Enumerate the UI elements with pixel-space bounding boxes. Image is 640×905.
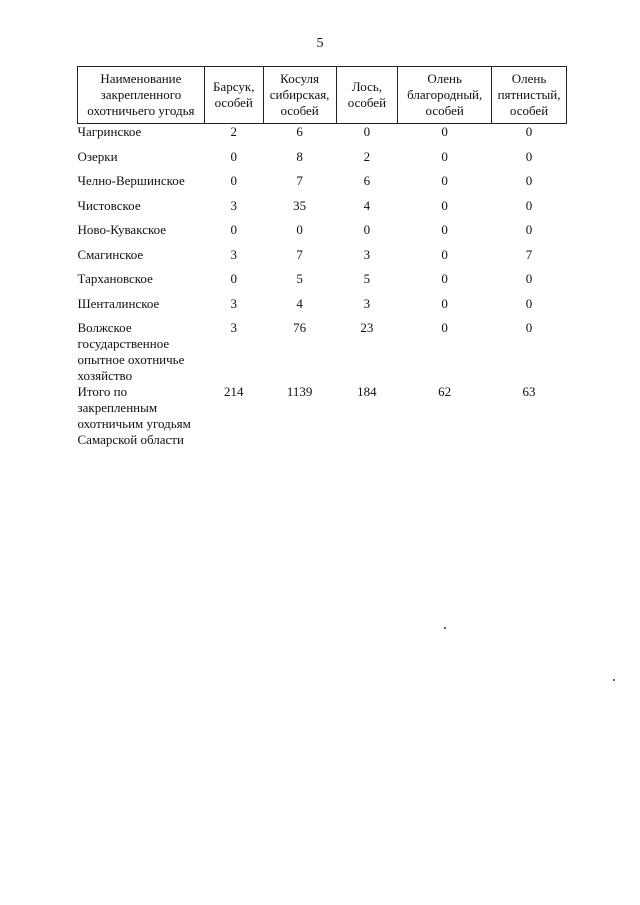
row-name: Тархановское — [77, 271, 153, 286]
roe-deer-value: 0 — [296, 222, 303, 237]
sika-deer-value: 0 — [525, 295, 533, 311]
table-header — [78, 67, 567, 124]
sika-deer-value: 0 — [525, 320, 533, 335]
sika-deer-value: 0 — [525, 197, 533, 213]
table-row — [78, 320, 567, 384]
table-row — [78, 149, 567, 174]
roe-deer-value: 4 — [296, 295, 303, 311]
row-name: Шенталинское — [77, 295, 160, 311]
moose-value: 2 — [363, 148, 371, 164]
red-deer-value: 0 — [441, 148, 448, 164]
red-deer-value: 0 — [441, 197, 448, 213]
header-roe-deer — [263, 67, 336, 124]
header-label: Олень пятнистый, особей — [497, 71, 561, 118]
row-name: Челно-Вершинское — [77, 173, 185, 188]
badger-value: 3 — [230, 246, 237, 262]
badger-value: 3 — [230, 197, 237, 213]
roe-deer-value: 5 — [296, 271, 303, 286]
header-label: Барсук, особей — [213, 79, 255, 110]
moose-value: 5 — [363, 271, 371, 286]
badger-value: 2 — [230, 124, 237, 139]
header-label: Наименование закрепленного охотничьего угодья — [87, 71, 195, 118]
red-deer-value: 0 — [441, 246, 448, 262]
header-moose — [336, 67, 398, 124]
roe-deer-value: 8 — [296, 148, 303, 164]
row-name — [78, 320, 205, 384]
total-badger-value: 214 — [224, 384, 244, 399]
header-sika-deer — [492, 67, 567, 124]
roe-deer-value: 6 — [296, 124, 303, 139]
moose-value: 0 — [363, 222, 371, 237]
sika-deer-value: 0 — [525, 222, 533, 237]
sika-deer-value: 0 — [525, 148, 533, 164]
table-row — [78, 198, 567, 223]
row-name: Ново-Кувакское — [77, 222, 167, 237]
red-deer-value: 0 — [441, 320, 448, 335]
header-label: Лось, особей — [347, 79, 387, 110]
table-row — [78, 271, 567, 296]
header-label: Олень благородный, особей — [407, 71, 483, 118]
total-name — [78, 384, 205, 454]
badger-value: 3 — [230, 320, 237, 335]
red-deer-value: 0 — [441, 222, 448, 237]
moose-value: 3 — [363, 295, 371, 311]
sika-deer-value: 0 — [525, 124, 533, 139]
row-name: Смагинское — [77, 246, 144, 262]
table-row — [78, 247, 567, 272]
sika-deer-value: 7 — [525, 246, 533, 262]
total-row — [78, 384, 567, 454]
scan-speck — [444, 627, 446, 629]
badger-value: 3 — [230, 295, 237, 311]
total-red-deer-value: 62 — [438, 384, 452, 399]
row-name-text: Волжское государственное опытное охотничье хозяйство — [77, 320, 185, 383]
table-row — [78, 173, 567, 198]
moose-value: 6 — [363, 173, 371, 188]
roe-deer-value: 76 — [293, 320, 307, 335]
roe-deer-value: 35 — [293, 197, 307, 213]
red-deer-value: 0 — [441, 295, 448, 311]
roe-deer-value: 7 — [296, 246, 303, 262]
sika-deer-value: 0 — [525, 271, 533, 286]
row-name: Озерки — [77, 148, 118, 164]
table-body — [78, 124, 567, 455]
table-row — [78, 222, 567, 247]
moose-value: 3 — [363, 246, 371, 262]
header-badger — [204, 67, 263, 124]
badger-value: 0 — [230, 271, 237, 286]
page-number: 5 — [316, 36, 324, 51]
header-label: Косуля сибирская, особей — [269, 71, 330, 118]
sika-deer-value: 0 — [525, 173, 533, 188]
moose-value: 0 — [363, 124, 371, 139]
row-name: Чагринское — [77, 124, 142, 139]
moose-value: 4 — [363, 197, 371, 213]
table-row — [78, 296, 567, 321]
red-deer-value: 0 — [441, 173, 448, 188]
total-name-text: Итого по закрепленным охотничьим угодьям Самарской области — [77, 384, 191, 447]
red-deer-value: 0 — [441, 124, 448, 139]
total-moose-value: 184 — [357, 384, 377, 399]
roe-deer-value: 7 — [296, 173, 303, 188]
table-row — [78, 124, 567, 149]
total-sika-deer-value: 63 — [522, 384, 536, 399]
badger-value: 0 — [230, 222, 237, 237]
header-hunting-ground — [78, 67, 205, 124]
badger-value: 0 — [230, 173, 237, 188]
header-row — [78, 67, 567, 124]
hunting-quota-table — [77, 66, 567, 454]
scan-speck — [613, 679, 615, 681]
moose-value: 23 — [360, 320, 374, 335]
row-name: Чистовское — [77, 197, 141, 213]
red-deer-value: 0 — [441, 271, 448, 286]
total-roe-deer-value: 1139 — [286, 384, 313, 399]
badger-value: 0 — [230, 148, 237, 164]
header-red-deer — [398, 67, 492, 124]
